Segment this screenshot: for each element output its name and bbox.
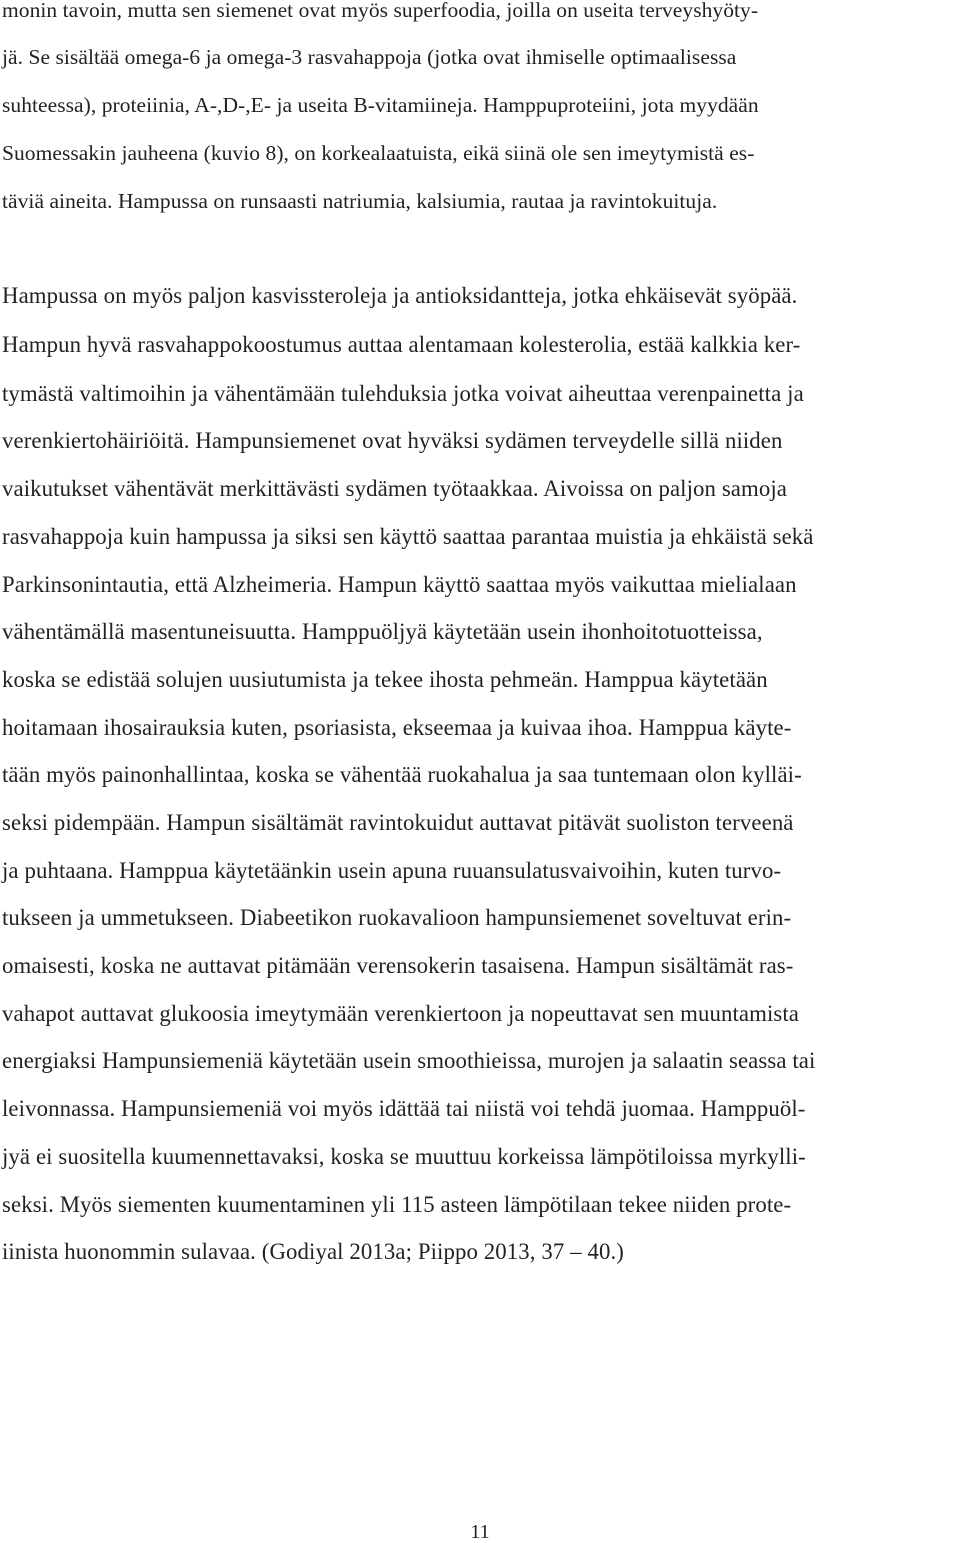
text-line: omaisesti, koska ne auttavat pitämään verensokerin tasaisena. Hampun sisältämät ras- xyxy=(2,953,794,978)
text-line: monin tavoin, mutta sen siemenet ovat myös superfoodia, joilla on useita terveyshyöty- xyxy=(2,0,759,22)
text-line: jyä ei suositella kuumennettavaksi, koska se muuttuu korkeissa lämpötiloissa myrkylli- xyxy=(2,1144,806,1169)
text-line: seksi. Myös siementen kuumentaminen yli 115 asteen lämpötilaan tekee niiden prote- xyxy=(2,1192,792,1217)
text-line: tään myös painonhallintaa, koska se vähentää ruokahalua ja saa tuntemaan olon kylläi- xyxy=(2,762,802,787)
text-line: Hampun hyvä rasvahappokoostumus auttaa alentamaan kolesterolia, estää kalkkia ker- xyxy=(2,332,801,357)
text-line: energiaksi Hampunsiemeniä käytetään usein smoothieissa, murojen ja salaatin seassa tai xyxy=(2,1048,816,1073)
text-line: vahapot auttavat glukoosia imeytymään verenkiertoon ja nopeuttavat sen muuntamista xyxy=(2,1001,799,1026)
text-line: verenkiertohäiriöitä. Hampunsiemenet ovat hyväksi sydämen terveydelle sillä niiden xyxy=(2,428,783,453)
text-line: seksi pidempään. Hampun sisältämät ravintokuidut auttavat pitävät suoliston terveenä xyxy=(2,810,794,835)
text-line: Suomessakin jauheena (kuvio 8), on korkealaatuista, eikä siinä ole sen imeytymistä es- xyxy=(2,141,755,165)
text-line: leivonnassa. Hampunsiemeniä voi myös idättää tai niistä voi tehdä juomaa. Hamppuöl- xyxy=(2,1096,806,1121)
text-line: tymästä valtimoihin ja vähentämään tulehduksia jotka voivat aiheuttaa verenpainetta ja xyxy=(2,381,804,406)
text-line: ja puhtaana. Hamppua käytetäänkin usein apuna ruuansulatusvaivoihin, kuten turvo- xyxy=(2,858,782,883)
text-line: Hampussa on myös paljon kasvissteroleja ja antioksidantteja, jotka ehkäisevät syöpää. xyxy=(2,283,798,308)
text-line: rasvahappoja kuin hampussa ja siksi sen käyttö saattaa parantaa muistia ja ehkäistä sekä xyxy=(2,524,814,549)
text-line: jä. Se sisältää omega-6 ja omega-3 rasvahappoja (jotka ovat ihmiselle optimaalisessa xyxy=(2,45,737,69)
text-line: Parkinsonintautia, että Alzheimeria. Hampun käyttö saattaa myös vaikuttaa mielialaan xyxy=(2,572,797,597)
text-line: koska se edistää solujen uusiutumista ja tekee ihosta pehmeän. Hamppua käytetään xyxy=(2,667,768,692)
text-line: iinista huonommin sulavaa. (Godiyal 2013a; Piippo 2013, 37 – 40.) xyxy=(2,1239,624,1264)
text-line: vaikutukset vähentävät merkittävästi sydämen työtaakkaa. Aivoissa on paljon samoja xyxy=(2,476,787,501)
page-number: 11 xyxy=(470,1521,490,1543)
text-line: hoitamaan ihosairauksia kuten, psoriasista, ekseemaa ja kuivaa ihoa. Hamppua käyte- xyxy=(2,715,792,740)
text-line: vähentämällä masentuneisuutta. Hamppuöljyä käytetään usein ihonhoitotuotteissa, xyxy=(2,619,763,644)
text-line: tukseen ja ummetukseen. Diabeetikon ruokavalioon hampunsiemenet soveltuvat erin- xyxy=(2,905,792,930)
text-line: suhteessa), proteiinia, A-,D-,E- ja useita B-vitamiineja. Hamppuproteiini, jota myydään xyxy=(2,93,759,117)
text-line: täviä aineita. Hampussa on runsaasti natriumia, kalsiumia, rautaa ja ravintokuituja. xyxy=(2,189,718,213)
